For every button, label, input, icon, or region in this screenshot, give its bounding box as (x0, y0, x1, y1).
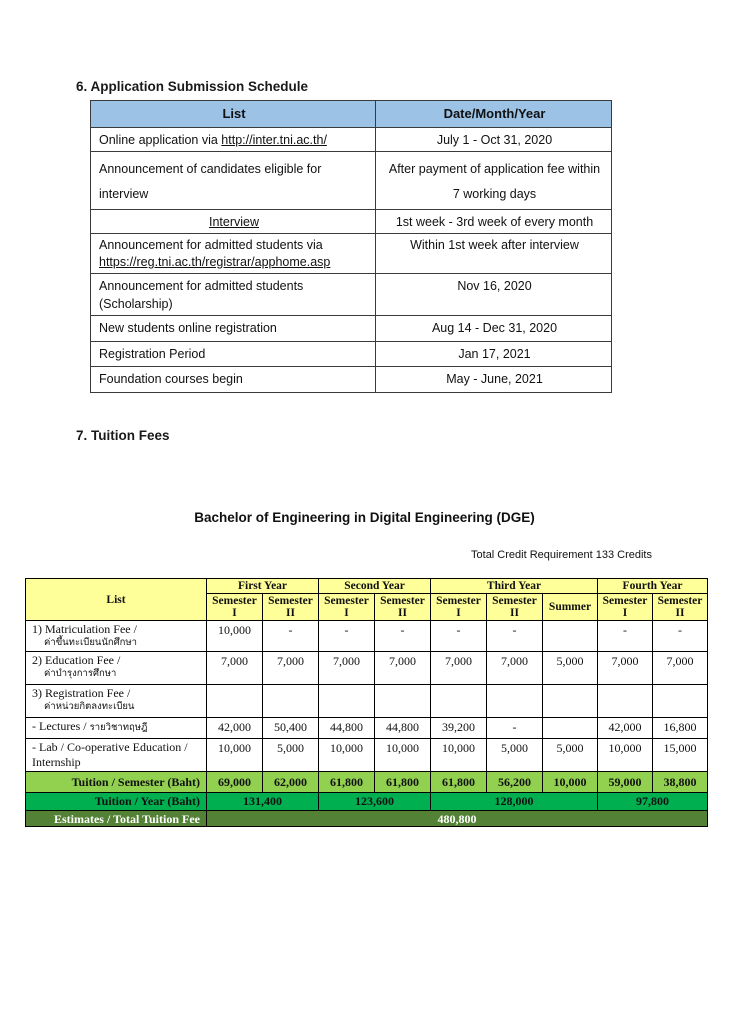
fee-label-th: ค่าขึ้นทะเบียนนักศึกษา (44, 638, 138, 648)
semester-header: Semester I (319, 594, 375, 621)
semester-total-value: 56,200 (487, 772, 543, 793)
fee-label-cell (26, 718, 207, 739)
fee-value-cell: - (375, 621, 431, 652)
fee-value-cell (263, 685, 319, 718)
semester-total-value: 61,800 (319, 772, 375, 793)
schedule-text: Online application via (99, 133, 222, 147)
fee-value-cell: 16,800 (653, 718, 708, 739)
fee-value-cell: 7,000 (653, 652, 708, 685)
fee-label-cell (26, 621, 207, 652)
fee-value-cell: - (598, 621, 653, 652)
fee-value-cell (375, 685, 431, 718)
schedule-row (91, 210, 612, 234)
fee-value-cell: 7,000 (263, 652, 319, 685)
fee-value-cell: - (319, 621, 375, 652)
semester-header: Semester I (207, 594, 263, 621)
year-total-value: 128,000 (431, 793, 598, 811)
semester-total-value: 61,800 (375, 772, 431, 793)
fee-value-cell (543, 621, 598, 652)
fee-value-cell: 7,000 (598, 652, 653, 685)
fee-value-cell: 10,000 (431, 739, 487, 772)
semester-header: Semester II (653, 594, 708, 621)
schedule-row (91, 128, 612, 152)
credit-requirement-note: Total Credit Requirement 133 Credits (471, 549, 652, 561)
fee-value-cell: 10,000 (207, 621, 263, 652)
schedule-date-cell: Aug 14 - Dec 31, 2020 (376, 316, 612, 342)
schedule-list-cell: Announcement of candidates eligible for interview (91, 152, 376, 210)
fee-value-cell (598, 685, 653, 718)
fee-value-cell: - (653, 621, 708, 652)
schedule-date-cell: Nov 16, 2020 (376, 274, 612, 316)
schedule-row (91, 316, 612, 342)
fee-value-cell: 5,000 (263, 739, 319, 772)
fee-value-cell (487, 685, 543, 718)
schedule-date-cell: After payment of application fee within 7 working days (376, 152, 612, 210)
schedule-date-cell: July 1 - Oct 31, 2020 (376, 128, 612, 152)
grand-total-value: 480,800 (207, 811, 708, 827)
tuition-header-list: List (26, 579, 207, 621)
schedule-date-cell: 1st week - 3rd week of every month (376, 210, 612, 234)
semester-header: Semester I (598, 594, 653, 621)
grand-total-label: Estimates / Total Tuition Fee (26, 811, 207, 827)
fee-value-cell: 42,000 (598, 718, 653, 739)
fee-value-cell: 15,000 (653, 739, 708, 772)
tuition-year-header-row (26, 579, 708, 594)
tuition-year-total-row (26, 793, 708, 811)
fee-label-en: 2) Education Fee / (32, 653, 121, 667)
semester-total-value: 38,800 (653, 772, 708, 793)
schedule-row (91, 367, 612, 393)
application-schedule-table (90, 100, 612, 393)
year-group-first: First Year (207, 579, 319, 594)
fee-value-cell: - (487, 621, 543, 652)
year-total-value: 131,400 (207, 793, 319, 811)
fee-row-lectures (26, 718, 708, 739)
semester-total-value: 69,000 (207, 772, 263, 793)
fee-row-registration (26, 685, 708, 718)
fee-value-cell: 39,200 (431, 718, 487, 739)
fee-row-lab-coop (26, 739, 708, 772)
schedule-list-cell: New students online registration (91, 316, 376, 342)
fee-value-cell: 50,400 (263, 718, 319, 739)
fee-value-cell: - (431, 621, 487, 652)
fee-value-cell: 44,800 (375, 718, 431, 739)
schedule-header-list: List (91, 101, 376, 128)
tuition-semester-total-row (26, 772, 708, 793)
fee-label-en: - Lectures / (32, 719, 87, 733)
fee-value-cell: 5,000 (487, 739, 543, 772)
schedule-row (91, 152, 612, 210)
fee-label-th: รายวิชาทฤษฎี (89, 723, 148, 733)
fee-row-matriculation (26, 621, 708, 652)
fee-row-education (26, 652, 708, 685)
online-application-link[interactable]: http://inter.tni.ac.th/ (221, 133, 327, 147)
fee-value-cell: 7,000 (487, 652, 543, 685)
schedule-list-cell: Announcement for admitted students (Scholarship) (91, 274, 376, 316)
fee-value-cell: 10,000 (375, 739, 431, 772)
fee-label-cell: - Lab / Co-operative Education / Internship (26, 739, 207, 772)
fee-label-cell (26, 652, 207, 685)
fee-label-th: ค่าหน่วยกิตลงทะเบียน (44, 702, 135, 712)
schedule-list-cell: Registration Period (91, 342, 376, 367)
year-group-third: Third Year (431, 579, 598, 594)
schedule-list-cell: Foundation courses begin (91, 367, 376, 393)
summer-header: Summer (543, 594, 598, 621)
schedule-list-cell (91, 128, 376, 152)
fee-value-cell: 7,000 (431, 652, 487, 685)
year-group-fourth: Fourth Year (598, 579, 708, 594)
fee-value-cell (653, 685, 708, 718)
fee-value-cell (207, 685, 263, 718)
fee-label-en: 1) Matriculation Fee / (32, 622, 137, 636)
semester-total-value: 62,000 (263, 772, 319, 793)
schedule-date-cell: May - June, 2021 (376, 367, 612, 393)
fee-value-cell: 10,000 (319, 739, 375, 772)
fee-value-cell (543, 718, 598, 739)
semester-total-value: 10,000 (543, 772, 598, 793)
fee-value-cell: 5,000 (543, 652, 598, 685)
semester-header: Semester II (487, 594, 543, 621)
semester-header: Semester II (375, 594, 431, 621)
schedule-header-date: Date/Month/Year (376, 101, 612, 128)
tuition-grand-total-row (26, 811, 708, 827)
schedule-header-row (91, 101, 612, 128)
schedule-date-cell: Within 1st week after interview (376, 234, 612, 274)
schedule-row (91, 274, 612, 316)
fee-value-cell (319, 685, 375, 718)
fee-value-cell: 42,000 (207, 718, 263, 739)
tuition-fees-table (25, 578, 708, 827)
fee-value-cell: 10,000 (598, 739, 653, 772)
year-total-label: Tuition / Year (Baht) (26, 793, 207, 811)
schedule-text: Announcement for admitted students via (99, 238, 323, 252)
fee-label-th: ค่าบำรุงการศึกษา (44, 669, 117, 679)
fee-value-cell: 5,000 (543, 739, 598, 772)
fee-value-cell: 7,000 (207, 652, 263, 685)
year-group-second: Second Year (319, 579, 431, 594)
fee-value-cell: - (263, 621, 319, 652)
schedule-list-cell (91, 210, 376, 234)
fee-value-cell (431, 685, 487, 718)
fee-label-cell (26, 685, 207, 718)
fee-label-en: 3) Registration Fee / (32, 686, 131, 700)
schedule-row (91, 342, 612, 367)
schedule-row (91, 234, 612, 274)
section-6-heading: 6. Application Submission Schedule (76, 79, 309, 94)
fee-value-cell: 10,000 (207, 739, 263, 772)
semester-header: Semester II (263, 594, 319, 621)
section-7-heading: 7. Tuition Fees (76, 428, 170, 443)
year-total-value: 97,800 (598, 793, 708, 811)
fee-value-cell: 7,000 (319, 652, 375, 685)
year-total-value: 123,600 (319, 793, 431, 811)
fee-value-cell: 7,000 (375, 652, 431, 685)
semester-header: Semester I (431, 594, 487, 621)
fee-value-cell: 44,800 (319, 718, 375, 739)
semester-total-value: 61,800 (431, 772, 487, 793)
registrar-apphome-link[interactable]: https://reg.tni.ac.th/registrar/apphome.asp (99, 255, 331, 269)
interview-label: Interview (208, 215, 260, 229)
fee-value-cell (543, 685, 598, 718)
fee-value-cell: - (487, 718, 543, 739)
program-title: Bachelor of Engineering in Digital Engineering (DGE) (194, 510, 535, 525)
semester-total-label: Tuition / Semester (Baht) (26, 772, 207, 793)
schedule-date-cell: Jan 17, 2021 (376, 342, 612, 367)
schedule-list-cell (91, 234, 376, 274)
semester-total-value: 59,000 (598, 772, 653, 793)
